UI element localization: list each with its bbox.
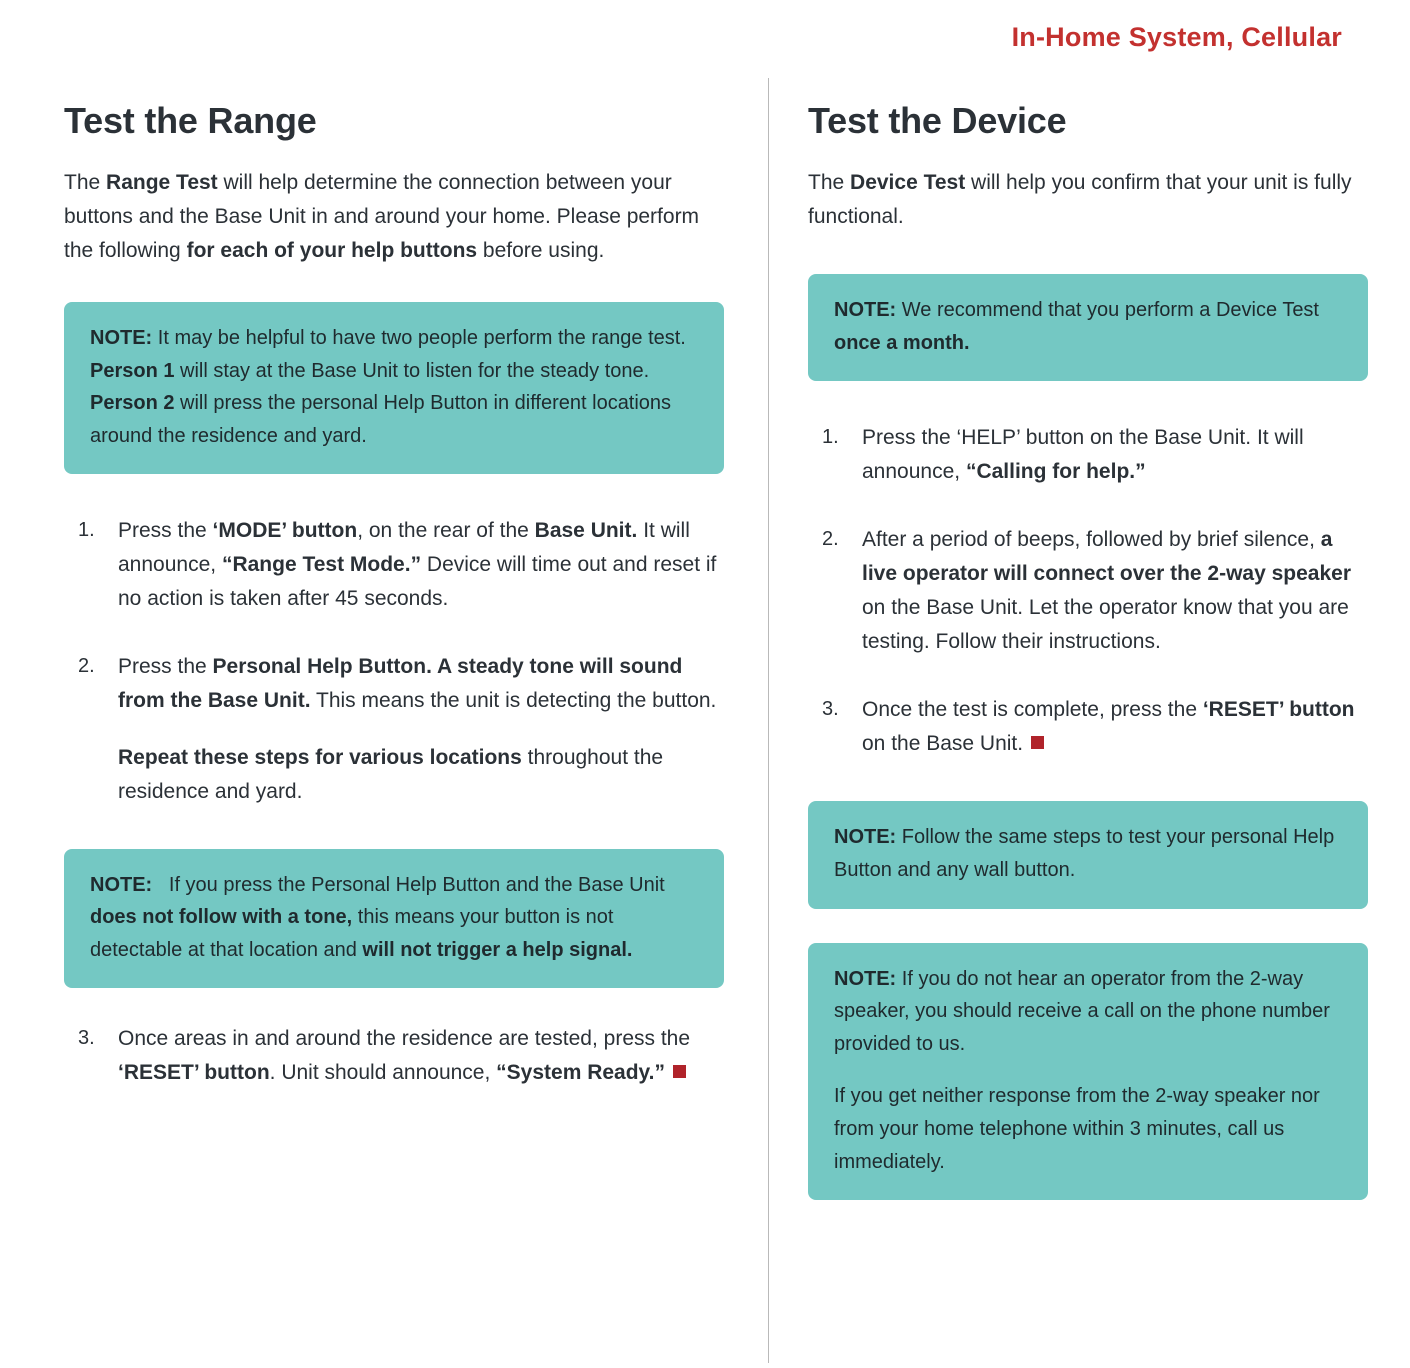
right-steps-list: [808, 421, 1368, 761]
right-note-3-text: NOTE: If you do not hear an operator from the 2-way speaker, you should receive a call on the phone number provided to us.: [834, 967, 1330, 1055]
right-column: [808, 100, 1368, 1200]
right-note-1-text: NOTE: We recommend that you perform a Device Test once a month.: [834, 299, 1319, 354]
left-note-1-text: NOTE: It may be helpful to have two people perform the range test. Person 1 will stay at the Base Unit to listen for the steady tone. Person 2 will press the personal Help Button in different locations around the residence and yard.: [90, 327, 686, 447]
left-step-1: [64, 514, 724, 616]
left-note-1: [64, 302, 724, 474]
right-note-3: [808, 943, 1368, 1201]
right-note-1: [808, 274, 1368, 381]
left-note-2: [64, 849, 724, 989]
left-step-2-text: Press the Personal Help Button. A steady tone will sound from the Base Unit. This means the unit is detecting the button.: [118, 655, 717, 713]
right-step-1: [808, 421, 1368, 489]
right-note-2: [808, 801, 1368, 908]
left-intro-paragraph: The Range Test will help determine the connection between your buttons and the Base Unit in and around your home. Please perform the following for each of your help buttons before using.: [64, 171, 700, 263]
left-step-2-extra: Repeat these steps for various locations throughout the residence and yard.: [118, 745, 664, 803]
right-step-3: [808, 693, 1368, 761]
right-step-2-text: After a period of beeps, followed by brief silence, a live operator will connect over the 2-way speaker on the Base Unit. Let the operator know that you are testing. Follow their instructions.: [862, 528, 1352, 654]
right-step-3-text: Once the test is complete, press the ‘RESET’ button on the Base Unit.: [862, 698, 1355, 756]
right-step-2: [808, 523, 1368, 659]
left-column: [64, 100, 724, 1090]
page-header-title: In-Home System, Cellular: [1011, 22, 1342, 52]
right-section-title: Test the Device: [808, 100, 1067, 141]
right-note-2-text: NOTE: Follow the same steps to test your personal Help Button and any wall button.: [834, 826, 1335, 881]
left-step-1-text: Press the ‘MODE’ button, on the rear of the Base Unit. It will announce, “Range Test Mode.” Device will time out and reset if no action is taken after 45 seconds.: [118, 519, 717, 611]
end-mark-icon: [673, 1065, 686, 1078]
left-step-3: [64, 1022, 724, 1090]
left-section-title: Test the Range: [64, 100, 317, 141]
column-divider: [768, 78, 769, 1363]
right-note-3b-text: If you get neither response from the 2-way speaker nor from your home telephone within 3 minutes, call us immediately.: [834, 1085, 1320, 1173]
left-note-2-text: NOTE: If you press the Personal Help Button and the Base Unit does not follow with a tone, this means your button is not detectable at that location and will not trigger a help signal.: [90, 873, 665, 961]
right-step-1-text: Press the ‘HELP’ button on the Base Unit. It will announce, “Calling for help.”: [862, 426, 1304, 484]
left-steps-list: [64, 514, 724, 808]
end-mark-icon: [1031, 736, 1044, 749]
right-intro-paragraph: The Device Test will help you confirm that your unit is fully functional.: [808, 171, 1352, 229]
left-step-2: [64, 650, 724, 808]
left-step-3-text: Once areas in and around the residence are tested, press the ‘RESET’ button. Unit should announce, “System Ready.”: [118, 1027, 691, 1085]
left-steps-list-continued: [64, 1022, 724, 1090]
